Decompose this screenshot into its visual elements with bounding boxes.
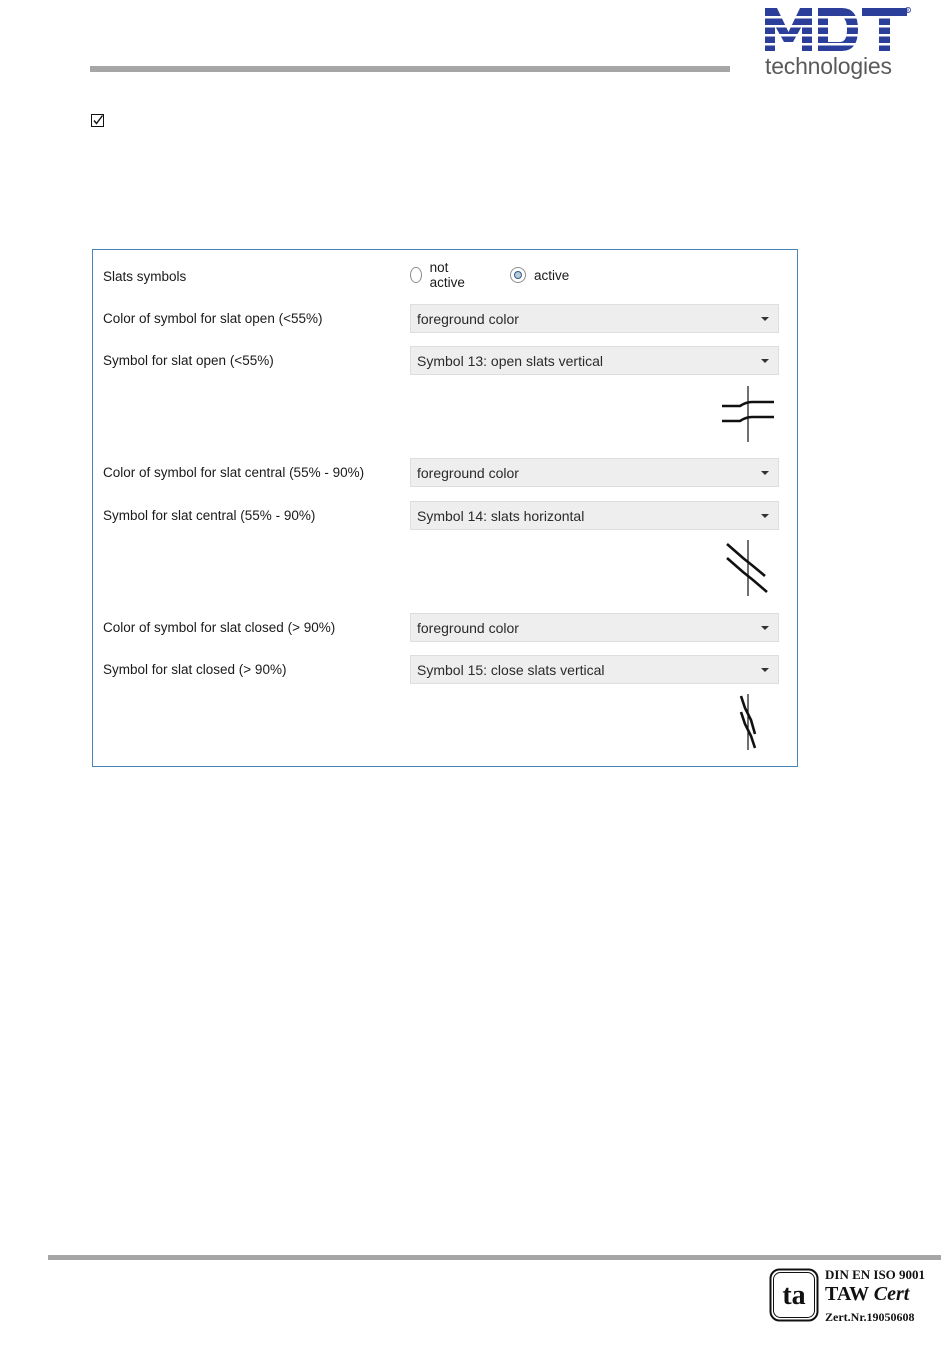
symbol-slat-open-select[interactable]	[410, 346, 779, 375]
radio-label: active	[534, 267, 570, 283]
select-value: foreground color	[417, 311, 519, 327]
checkbox-icon	[91, 114, 104, 127]
chevron-down-icon	[761, 359, 769, 363]
color-slat-open-select[interactable]	[410, 304, 779, 333]
select-value: Symbol 13: open slats vertical	[417, 353, 603, 369]
cert-name-a: TAW	[825, 1283, 869, 1305]
slats-horizontal-icon	[721, 540, 775, 596]
taw-cert-logo	[769, 1268, 819, 1322]
cert-standard: DIN EN ISO 9001	[825, 1267, 926, 1282]
select-value: foreground color	[417, 620, 519, 636]
symbol-slat-central-label: Symbol for slat central (55% - 90%)	[103, 508, 316, 523]
radio-label: not active	[429, 260, 465, 290]
select-value: Symbol 15: close slats vertical	[417, 662, 605, 678]
slats-symbols-label: Slats symbols	[103, 269, 187, 284]
cert-number: Zert.Nr.19050608	[825, 1310, 915, 1324]
color-slat-central-label: Color of symbol for slat central (55% - 90%)	[103, 465, 365, 480]
svg-text:R: R	[906, 7, 910, 13]
symbol-slat-closed-select[interactable]	[410, 655, 779, 684]
color-slat-closed-select[interactable]	[410, 613, 779, 642]
chevron-down-icon	[761, 668, 769, 672]
color-slat-closed-label: Color of symbol for slat closed (> 90%)	[103, 620, 336, 635]
radio-circle-selected[interactable]	[510, 267, 526, 283]
chevron-down-icon	[761, 317, 769, 321]
symbol-slat-central-select[interactable]	[410, 501, 779, 530]
chevron-down-icon	[761, 514, 769, 518]
cert-name-b: Cert	[873, 1283, 910, 1305]
chevron-down-icon	[761, 471, 769, 475]
mdt-logo	[764, 4, 914, 82]
select-value: Symbol 14: slats horizontal	[417, 508, 585, 524]
iso-certification	[769, 1266, 944, 1326]
open-slats-vertical-icon	[718, 386, 778, 442]
radio-not-active[interactable]	[410, 260, 469, 290]
close-slats-vertical-icon	[731, 694, 765, 750]
select-value: foreground color	[417, 465, 519, 481]
chevron-down-icon	[761, 626, 769, 630]
color-slat-open-label: Color of symbol for slat open (<55%)	[103, 311, 323, 326]
symbol-slat-open-label: Symbol for slat open (<55%)	[103, 353, 274, 368]
radio-circle[interactable]	[410, 267, 422, 283]
radio-active[interactable]	[510, 264, 569, 286]
logo-subtitle: technologies	[765, 53, 892, 79]
header-rule	[90, 66, 730, 72]
slats-symbols-panel	[92, 249, 798, 767]
cert-logo-text: ta	[782, 1280, 806, 1311]
color-slat-central-select[interactable]	[410, 458, 779, 487]
mdt-logo-mark	[764, 4, 914, 54]
footer-rule	[48, 1255, 941, 1260]
symbol-slat-closed-label: Symbol for slat closed (> 90%)	[103, 662, 287, 677]
cert-name	[825, 1283, 909, 1306]
